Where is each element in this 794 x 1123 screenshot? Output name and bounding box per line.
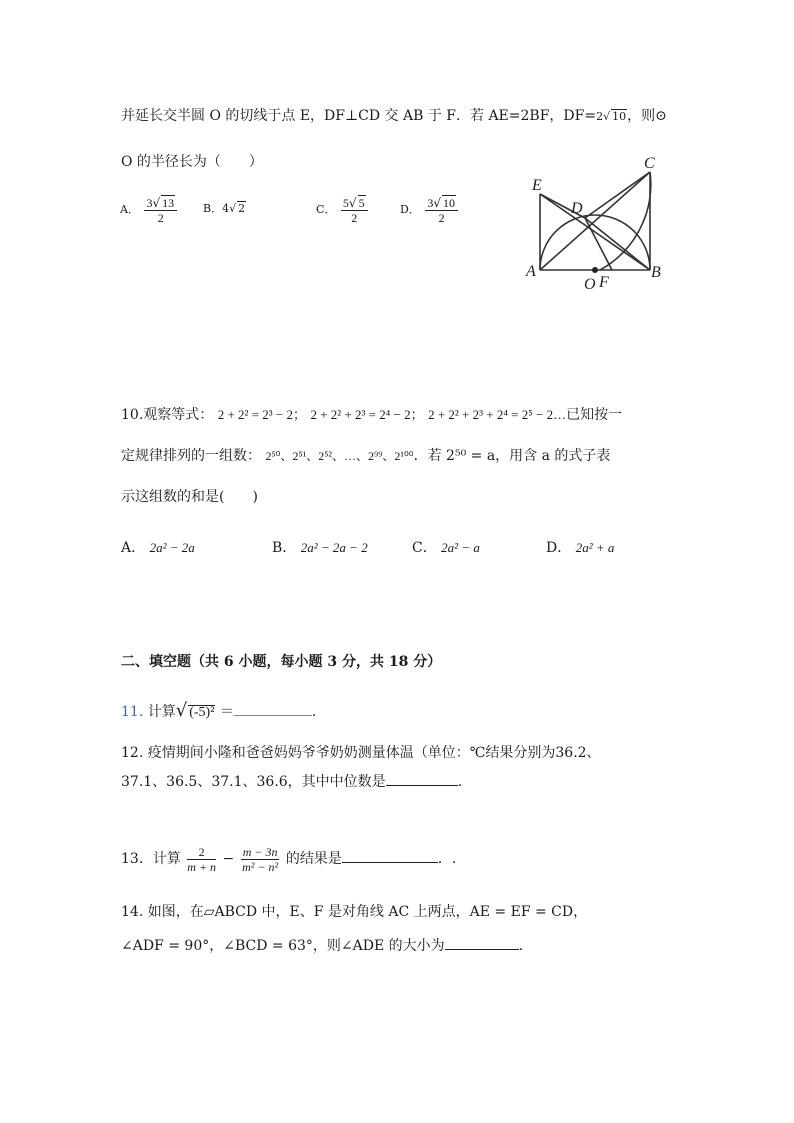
q9-option-d: D． $\frac{3√ 10}{2}$ [400, 195, 460, 225]
q12-answer-blank[interactable] [386, 771, 458, 786]
q10-prefix: 10.观察等式： [121, 407, 214, 423]
q13-answer-blank[interactable] [342, 848, 438, 863]
q9-df-value: 2√ 10 [596, 110, 627, 123]
segment-ed [540, 194, 585, 218]
q10-eq2: 2 + 2² + 2³ = 2⁴ − 2； [310, 407, 424, 422]
q14-line2: ∠ADF = 90°，∠BCD = 63°，则∠ADE 的大小为 . [121, 935, 523, 955]
q10-option-c: C． 2a² − a [412, 540, 480, 556]
q11-answer-blank[interactable] [234, 701, 312, 716]
q10-option-b: B． 2a² − 2a − 2 [272, 540, 368, 556]
segment-df [585, 218, 612, 270]
label-o: O [584, 276, 596, 293]
section2-heading: 二、填空题（共 6 小题，每小题 3 分，共 18 分） [121, 654, 442, 670]
q10-eq3: 2 + 2² + 2³ + 2⁴ = 2⁵ − 2… [428, 407, 567, 422]
segment-ac [540, 172, 650, 270]
q9-line1-text: 并延长交半圆 O 的切线于点 E，DF⊥CD 交 AB 于 F．若 AE=2BF，DF= [121, 108, 597, 124]
segment-dc [585, 172, 650, 218]
label-b: B [651, 264, 661, 281]
q12-line2: 37.1、36.5、37.1、36.6，其中中位数是 . [121, 771, 462, 791]
q10-line1-end: 已知按一 [566, 407, 623, 423]
q11-text: 计算 [147, 704, 176, 720]
semicircle [540, 215, 650, 270]
q10-line1 [121, 406, 622, 424]
q10-line2: 定规律排列的一组数： 2⁵⁰、2⁵¹、2⁵²、…、2⁹⁹、2¹⁰⁰．若 2⁵⁰ = a，用含 a 的式子表 [121, 448, 611, 464]
q11-eq: ＝ [219, 704, 234, 720]
q10-line3: 示这组数的和是( ) [121, 489, 258, 505]
q9-line2: O 的半径长为（ ） [121, 154, 263, 170]
q10-cond: ．若 2⁵⁰ = a，用含 a 的式子表 [413, 448, 611, 464]
segment-dc-ext [540, 194, 650, 270]
q10-option-d: D． 2a² + a [546, 540, 615, 556]
q10-option-a: A． 2a² − 2a [121, 540, 195, 556]
q12-line1: 12. 疫情期间小隆和爸爸妈妈爷爷奶奶测量体温（单位：℃结果分别为36.2、 [121, 745, 601, 761]
label-c: C [644, 155, 655, 172]
label-d: D [571, 200, 583, 217]
q11-line: 11. 计算√ (-5)² ＝ . [121, 700, 317, 721]
q11-radicand: (-5)² [189, 705, 215, 720]
q14-answer-blank[interactable] [445, 935, 519, 950]
segment-db [585, 218, 650, 270]
label-f: F [599, 274, 609, 291]
label-e: E [532, 177, 542, 194]
q11-number: 11. [121, 704, 144, 720]
arc-bc [600, 172, 651, 270]
q9-option-c: C． $\frac{5√ 5}{2}$ [316, 195, 370, 225]
q14-line1: 14. 如图，在▱ABCD 中，E、F 是对角线 AC 上两点，AE = EF = CD， [121, 904, 588, 920]
q9-line1-end: ，则⊙ [627, 108, 667, 124]
q10-seq: 2⁵⁰、2⁵¹、2⁵²、…、2⁹⁹、2¹⁰⁰ [265, 449, 414, 463]
q10-eq1: 2 + 2² = 2³ − 2； [217, 407, 307, 422]
q13-line: 13．计算 $\frac{2}{m + n}$ − $\frac{m - 3n}{\text{m² − n²}}$ 的结果是 ．. [121, 844, 457, 874]
q9-option-b: B．4√ 2 [203, 202, 246, 215]
label-a: A [526, 263, 536, 280]
q9-line1 [121, 107, 667, 126]
point-o [592, 267, 598, 273]
q9-option-a: A． $\frac{3√ 13}{2}$ [120, 195, 179, 225]
